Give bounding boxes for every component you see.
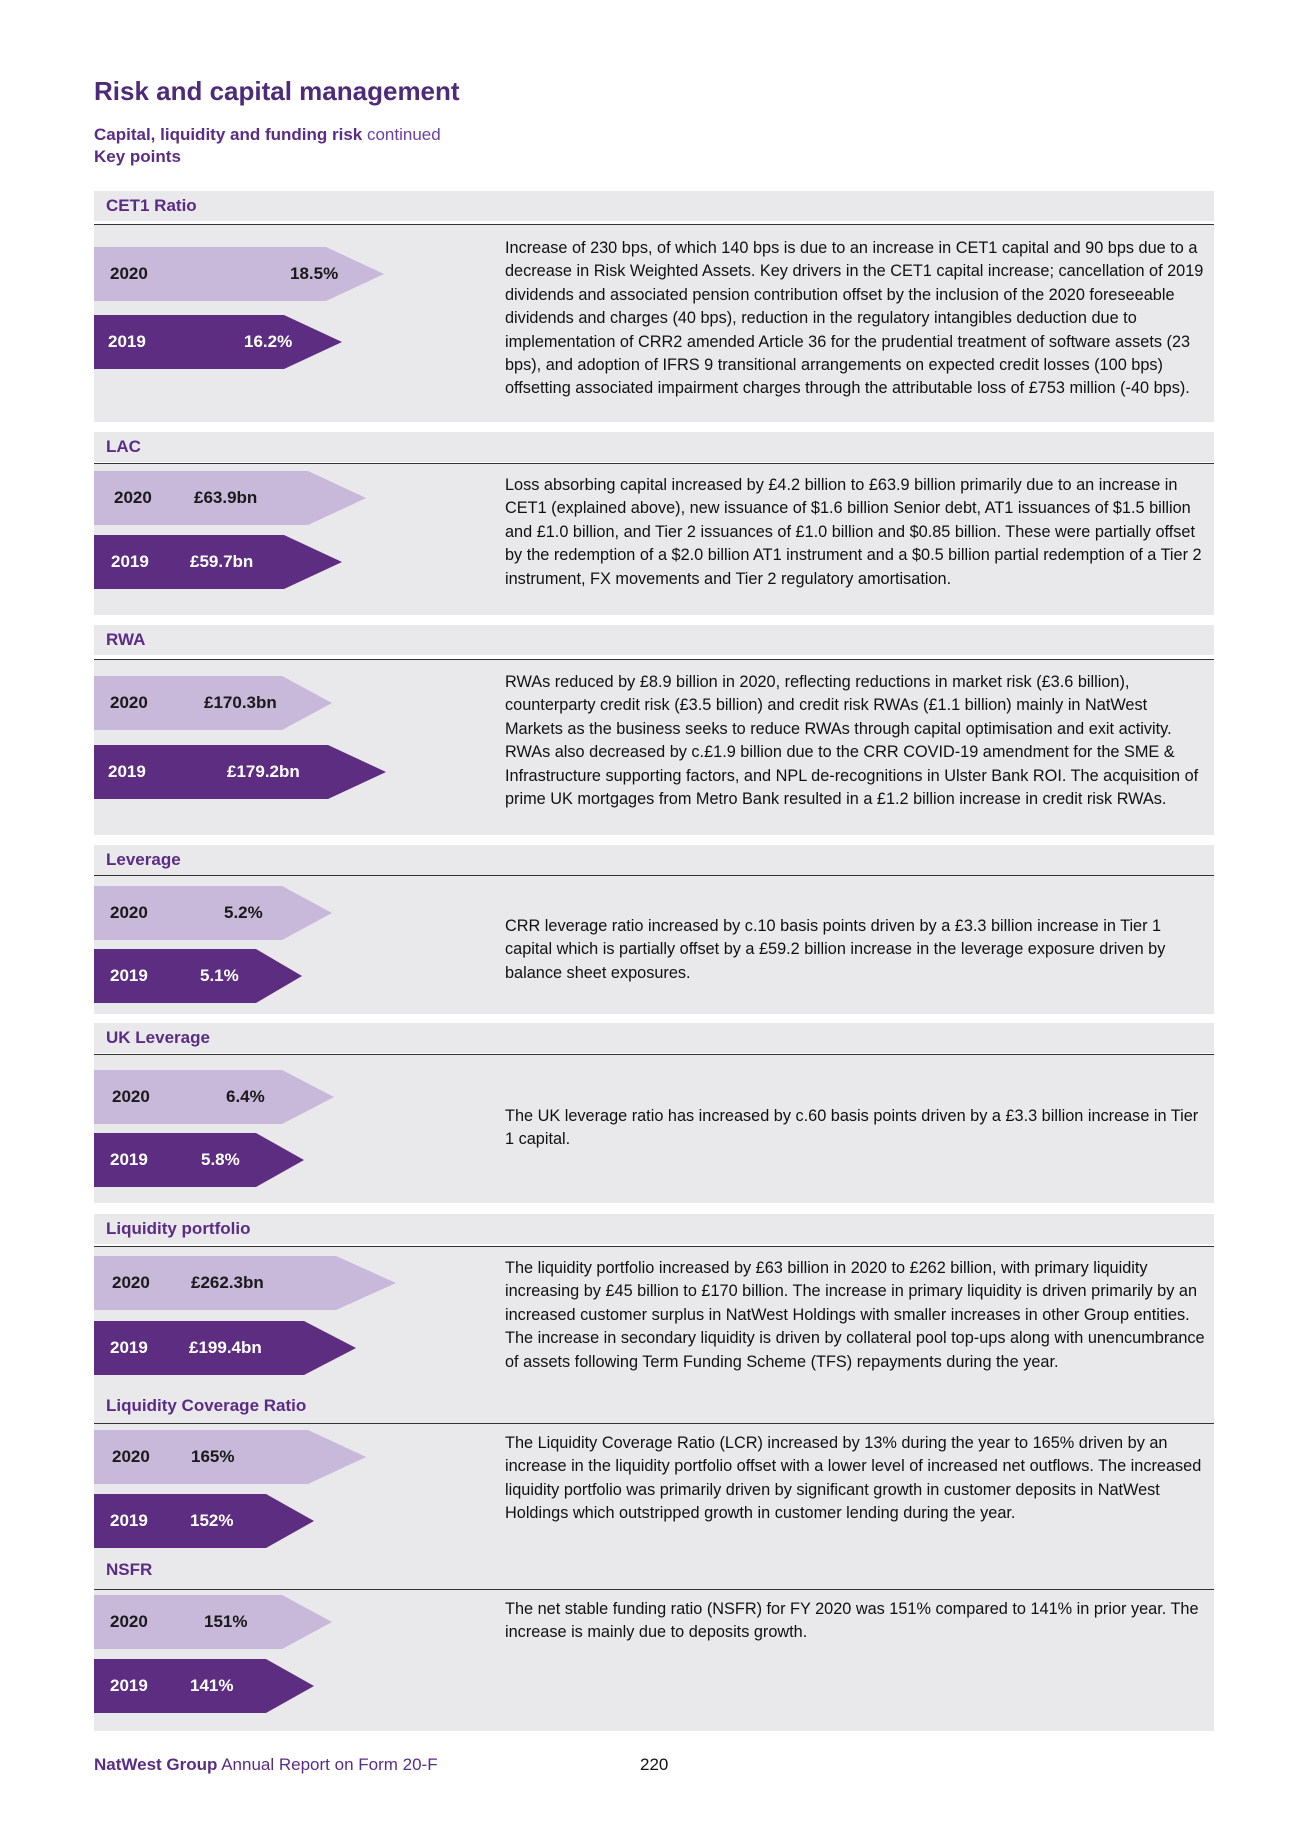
bar-value: 18.5% <box>290 264 339 283</box>
bar-value: 5.8% <box>201 1150 240 1169</box>
kpi-title: UK Leverage <box>106 1028 210 1047</box>
bar-value: 151% <box>204 1612 248 1631</box>
bar-value: 16.2% <box>244 332 293 351</box>
bar-year: 2020 <box>112 1087 150 1106</box>
bar-year: 2020 <box>110 693 148 712</box>
kpi-title: RWA <box>106 630 146 649</box>
kpi-description: Loss absorbing capital increased by £4.2 billion to £63.9 billion primarily due to an increase in CET1 (explained above), new issuance of $1.6 billion Senior debt, AT1 issuances of $1.5 billion and £1.0 billion, and Tier 2 issuances of £1.0 billion and $0.85 billion. These were partially offset by the redemption of a $2.0 billion AT1 instrument and a $0.5 billion partial redemption of a Tier 2 instrument, FX movements and Tier 2 regulatory amortisation. <box>505 476 1202 588</box>
bar-value: £63.9bn <box>194 488 258 507</box>
key-points-label: Key points <box>94 147 181 166</box>
bar-year: 2019 <box>108 332 146 351</box>
kpi-title-nsfr: NSFR <box>106 1560 153 1579</box>
bar-year: 2019 <box>110 966 148 985</box>
kpi-title: Liquidity portfolio <box>106 1219 251 1238</box>
kpi-description-nsfr: The net stable funding ratio (NSFR) for FY 2020 was 151% compared to 141% in prior year. The increase is mainly due to deposits growth. <box>505 1600 1199 1642</box>
bar-year: 2019 <box>111 552 149 571</box>
bar-year: 2020 <box>110 1612 148 1631</box>
kpi-description: Increase of 230 bps, of which 140 bps is due to an increase in CET1 capital and 90 bps due to a decrease in Risk Weighted Assets. Key drivers in the CET1 capital increase; cancellation of 2019 dividends and associated pension contribution offset by the inclusion of the 2020 foreseeable dividends and charges (40 bps), reduction in the regulatory intangibles deduction due to implementation of CRR2 amended Article 36 for the prudential treatment of software assets (23 bps), and adoption of IFRS 9 transitional arrangements on expected credit losses (100 bps) offsetting associated impairment charges through the attributable loss of £753 million (-40 bps). <box>505 239 1204 398</box>
bar-year: 2019 <box>110 1511 148 1530</box>
bar-year: 2020 <box>110 903 148 922</box>
kpi-title: Leverage <box>106 850 181 869</box>
section-subtitle <box>94 124 441 168</box>
page-title: Risk and capital management <box>94 76 460 106</box>
footer-brand-name: NatWest Group <box>94 1755 218 1774</box>
section-name: Capital, liquidity and funding risk <box>94 125 363 144</box>
bar-value: 152% <box>190 1511 234 1530</box>
kpi-title: CET1 Ratio <box>106 196 197 215</box>
bar-value: 141% <box>190 1676 234 1695</box>
bar-year: 2020 <box>110 264 148 283</box>
kpi-description-lcr: The Liquidity Coverage Ratio (LCR) increased by 13% during the year to 165% driven by an increase in the liquidity portfolio offset with a lower level of increased net outflows. The increased liquidity portfolio was primarily driven by significant growth in customer deposits in NatWest Holdings which outstripped growth in customer lending during the year. <box>505 1434 1202 1523</box>
bar-year: 2019 <box>110 1150 148 1169</box>
bar-year: 2020 <box>112 1447 150 1466</box>
kpi-title: LAC <box>106 437 141 456</box>
kpi-description: RWAs reduced by £8.9 billion in 2020, reflecting reductions in market risk (£3.6 billion), counterparty credit risk (£3.5 billion) and credit risk RWAs (£1.1 billion) mainly in NatWest Markets as the business seeks to reduce RWAs through capital optimisation and exit activity. RWAs also decreased by c.£1.9 billion due to the CRR COVID-19 amendment for the SME & Infrastructure supporting factors, and NPL de-recognitions in Ulster Bank ROI. The acquisition of prime UK mortgages from Metro Bank resulted in a £1.2 billion increase in credit risk RWAs. <box>505 673 1199 809</box>
bar-year: 2019 <box>108 762 146 781</box>
bar-value: £170.3bn <box>204 693 277 712</box>
bar-value: 5.2% <box>224 903 263 922</box>
bar-value: £179.2bn <box>227 762 300 781</box>
kpi-description: CRR leverage ratio increased by c.10 basis points driven by a £3.3 billion increase in Tier 1 capital which is partially offset by a £59.2 billion increase in the leverage exposure driven by balance sheet exposures. <box>505 917 1166 982</box>
footer-report-title: Annual Report on Form 20-F <box>221 1755 438 1774</box>
lcr-divider <box>94 1423 1214 1424</box>
footer-brand <box>94 1755 438 1775</box>
bar-value: 5.1% <box>200 966 239 985</box>
kpi-description: The liquidity portfolio increased by £63 billion in 2020 to £262 billion, with primary liquidity increasing by £45 billion to £170 billion. The increase in primary liquidity is driven primarily by an increased customer surplus in NatWest Holdings with smaller increases in other Group entities. The increase in secondary liquidity is driven by collateral pool top-ups along with unencumbrance of assets following Term Funding Scheme (TFS) repayments during the year. <box>505 1259 1205 1371</box>
bar-value: £59.7bn <box>190 552 254 571</box>
bar-value: 165% <box>191 1447 235 1466</box>
bar-year: 2019 <box>110 1676 148 1695</box>
kpi-description: The UK leverage ratio has increased by c.60 basis points driven by a £3.3 billion increase in Tier 1 capital. <box>505 1107 1199 1149</box>
continued-label: continued <box>366 125 441 144</box>
nsfr-divider <box>94 1589 1214 1590</box>
bar-year: 2019 <box>110 1338 148 1357</box>
bar-value: 6.4% <box>226 1087 265 1106</box>
bar-value: £262.3bn <box>191 1273 264 1292</box>
bar-year: 2020 <box>114 488 152 507</box>
bar-year: 2020 <box>112 1273 150 1292</box>
kpi-title-lcr: Liquidity Coverage Ratio <box>106 1396 307 1415</box>
page-number: 220 <box>640 1755 669 1774</box>
bar-value: £199.4bn <box>189 1338 262 1357</box>
